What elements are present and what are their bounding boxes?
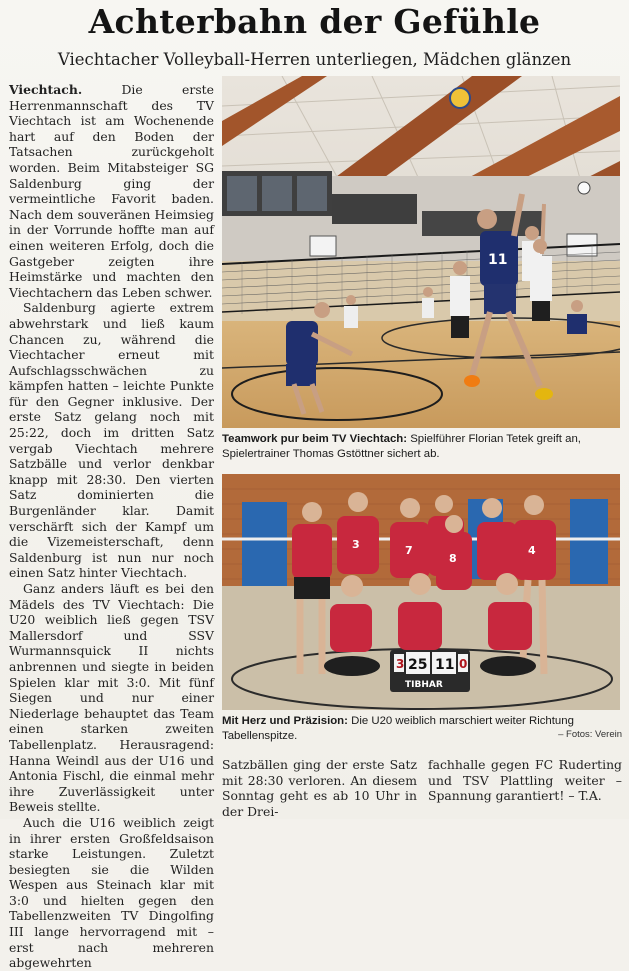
photo-team-illustration <box>222 474 620 710</box>
author-initials: – T.A. <box>568 788 602 804</box>
scoreboard-sets-right: 0 <box>459 657 468 671</box>
jersey-number: 8 <box>449 552 457 565</box>
headline: Achterbahn der Gefühle <box>88 2 541 41</box>
jersey-number: 4 <box>528 544 536 557</box>
article-column-right: fachhalle gegen FC Ruderting und TSV Plattling weiter – Spannung garantiert! – T.A. <box>428 757 622 804</box>
scoreboard-brand: TIBHAR <box>405 680 443 690</box>
scoreboard-sets-left: 3 <box>396 657 405 671</box>
subheadline: Viechtacher Volleyball-Herren unterliegen, Mädchen glänzen <box>57 50 572 69</box>
paragraph-2: Saldenburg agierte extrem abwehrstark und ließ kaum Chancen zu, während die Viechtacher erneut mit Aufschlagsschwächen zu kämpfen hatten – leichte Punkte für den Gegner inklusive. Der erste Satz gelang noch mit 25:22, doch im dritten Satz vergab Viechtach mehrere Satzbälle und verlor denkbar knapp mit 28:30. Den vierten Satz dominierten die Burgenländer klar. Damit verschärft sich der Kampf um die Vizemeisterschaft, denn Saldenburg ist nun nur noch einen Satz hinter Viechtach. <box>9 300 214 581</box>
article-column-left <box>9 82 214 971</box>
photo-credit: – Fotos: Verein <box>558 729 622 740</box>
article-column-middle: Satzbällen ging der erste Satz mit 28:30 verloren. An diesem Sonntag geht es ab 10 Uhr in der Drei- <box>222 757 417 819</box>
paragraph-4: Auch die U16 weiblich zeigt in ihrer ersten Großfeldsaison starke Leistungen. Zuletzt besiegten sie die Wilden Wespen aus Steinach klar mit 3:0 und hielten gegen den Tabellenzweiten TV Dingolfing III lange hervorragend mit – erst nach mehreren abgewehrten <box>9 814 214 971</box>
photo-u20-team <box>222 474 620 710</box>
caption-photo-1: Teamwork pur beim TV Viechtach: Spielführer Florian Tetek greift an, Spielertrainer Thomas Gstöttner sichert ab. <box>222 433 581 460</box>
photo-match-illustration <box>222 76 620 428</box>
jersey-number: 7 <box>405 544 413 557</box>
jersey-number: 11 <box>488 252 508 268</box>
jersey-number: 3 <box>352 538 360 551</box>
dateline: Viechtach. <box>9 82 83 97</box>
scoreboard <box>390 650 470 692</box>
scoreboard-score-home: 25 <box>408 657 428 673</box>
paragraph-3: Ganz anders läuft es bei den Mädels des TV Viechtach: Die U20 weiblich ließ gegen TSV Mallersdorf und SSV Wurmannsquick II nichts anbrennen und siegte in beiden Spielen klar mit 3:0. Mit fünf Siegen und nur einer Niederlage behauptet das Team einen starken zweiten Tabellenplatz. Herausragend: Hanna Weindl aus der U16 und Antonia Fischl, die einmal mehr ihre Zuverlässigkeit unter Beweis stellte. <box>9 581 214 815</box>
photo-volleyball-match <box>222 76 620 428</box>
paragraph-1: Viechtach. Die erste Herrenmannschaft des TV Viechtach ist am Wochenende hart auf den Boden der Tatsachen zurückgeholt worden. Beim Mitabsteiger SG Saldenburg ging der vermeintliche Favorit baden. Nach dem souveränen Heimsieg in der Vorrunde hoffte man auf einen weiteren Erfolg, doch die Gastgeber zeigten ihre Heimstärke und machten den Viechtachern das Leben schwer. <box>9 82 214 300</box>
caption-photo-2: Mit Herz und Präzision: Die U20 weiblich marschiert weiter Richtung Tabellenspitze. <box>222 715 574 742</box>
scoreboard-score-guest: 11 <box>435 657 455 673</box>
